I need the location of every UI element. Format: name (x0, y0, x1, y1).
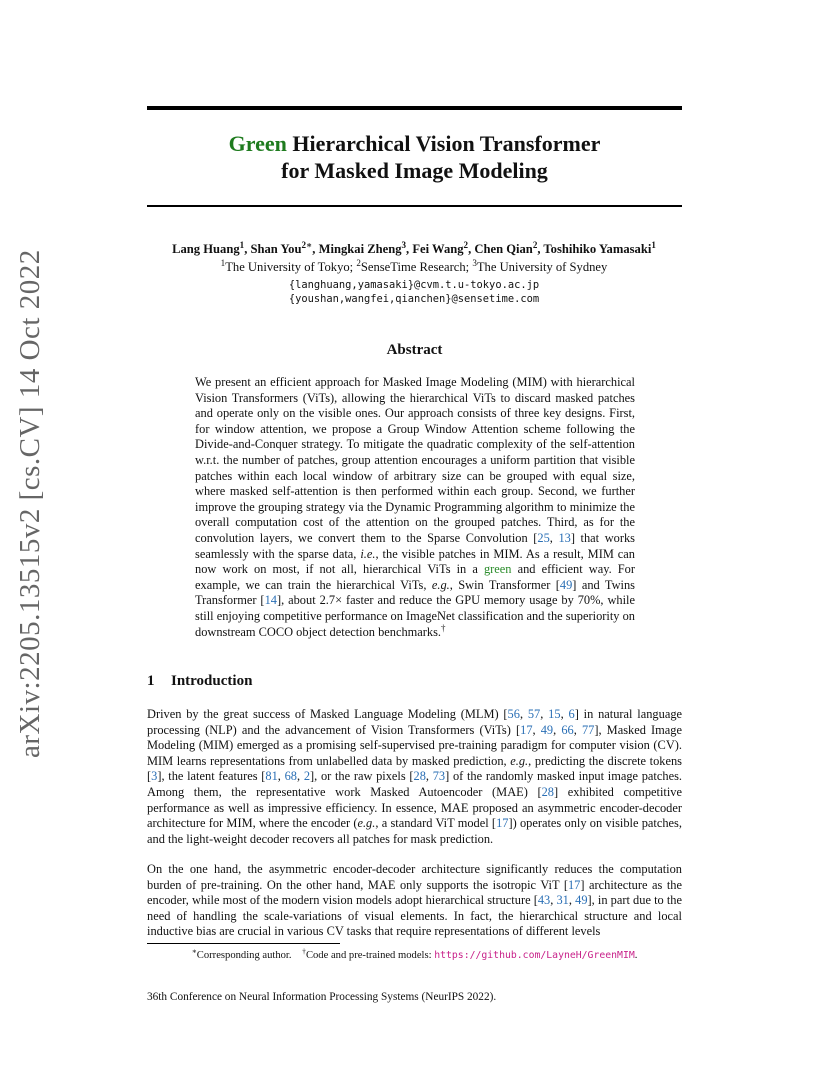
citation-link[interactable]: 28 (413, 769, 426, 784)
email-line-1: {langhuang,yamasaki}@cvm.t.u-tokyo.ac.jp (288, 279, 540, 291)
author-sup: 2 (532, 239, 538, 250)
citation-link[interactable]: 49 (575, 893, 588, 908)
title-green-word: Green (228, 131, 287, 156)
green-highlight: green (483, 562, 512, 577)
affil-sup: 3 (472, 257, 477, 268)
para-text: On the one hand, the asymmetric encoder-decoder architecture significantly reduces the computation burden of pre-training. On the other hand, MAE only supports the isotropic ViT [ (147, 862, 682, 892)
para-text: ] in natural language processing (NLP) and the advancement of Vision Transformers (ViTs) [ (147, 707, 683, 737)
citation-link[interactable]: 49 (559, 577, 573, 592)
para-text: e.g. (357, 816, 376, 831)
affil-name: The University of Tokyo; (225, 260, 357, 274)
para-text: ], Masked Image Modeling (MIM) emerged as a promising self-supervised pre-training paradigm for computer vision (CV). MIM learns representations from unlabelled data by masked prediction, (147, 722, 682, 768)
citation-link[interactable]: 2 (303, 769, 311, 784)
paper-title (147, 130, 682, 184)
section-title: Introduction (171, 673, 253, 689)
citation-link[interactable]: 31 (556, 893, 569, 908)
abstract-text: , Swin Transformer [ (449, 577, 560, 592)
title-line2: for Masked Image Modeling (281, 158, 548, 183)
citation-link[interactable]: 6 (568, 707, 575, 721)
citation-link[interactable]: 77 (581, 722, 595, 737)
code-url-link[interactable]: https://github.com/LayneH/GreenMIM (434, 950, 635, 961)
abstract-text: , (549, 530, 559, 545)
citation-link[interactable]: 73 (432, 769, 446, 784)
abstract-text: , the visible patches in MIM. As a result, MIM can now work on most, if not all, hierarchical ViTs in a (195, 546, 635, 577)
section-number: 1 (147, 673, 155, 689)
abstract-text: ] that works seamlessly with the sparse data, (195, 530, 635, 561)
affil-sup: 2 (356, 257, 361, 268)
dagger-mark: † (441, 622, 446, 633)
para-text: ], or the raw pixels [ (310, 769, 414, 784)
citation-link[interactable]: 13 (558, 530, 571, 545)
abstract-text: i.e. (360, 546, 376, 561)
citation-link[interactable]: 49 (540, 722, 554, 737)
citation-link[interactable]: 14 (264, 593, 277, 608)
footnote-text: Corresponding author. (196, 950, 292, 961)
para-text: , a standard ViT model [ (375, 816, 497, 831)
affiliations (100, 258, 728, 276)
conference-note: 36th Conference on Neural Information Processing Systems (NeurIPS 2022). (147, 991, 497, 1003)
author-sup: 1 (239, 239, 245, 250)
para-text: ] of the randomly masked input image patches. Among them, the representative work Masked Autoencoder (MAE) [ (147, 769, 682, 799)
author-sup: 2∗ (301, 239, 313, 250)
para-text: , predicting the discrete tokens [ (147, 753, 682, 784)
author-name: Toshihiko Yamasaki (543, 242, 652, 256)
author-name: Fei Wang (412, 242, 464, 256)
citation-link[interactable]: 17 (520, 722, 533, 737)
intro-paragraph-2: On the one hand, the asymmetric encoder-decoder architecture significantly reduces the computation burden of pre-training. On the other hand, MAE only supports the isotropic ViT [17] architecture as the encoder, while most of the modern vision models adopt hierarchical structure [43, 31, 49], in part due to the need of handling the scale-variations of visual elements. In fact, the hierarchical structure and local inductive bias are crucial in various CV tasks that require representations of different levels (147, 862, 683, 939)
section-heading (147, 673, 252, 690)
para-text: ], the latent features [ (157, 769, 266, 784)
citation-link[interactable]: 43 (537, 893, 551, 908)
author-name: Mingkai Zheng (318, 242, 402, 256)
para-text: ], in part due to the need of handling the scale-variations of visual elements. In fact, the hierarchical structure and local inductive bias are crucial in various CV tasks that require representations of different levels (147, 893, 683, 939)
para-text: ] exhibited competitive performance as well as impressive efficiency. In essence, MAE proposed an asymmetric encoder-decoder architecture for MIM, where the encoder ( (147, 784, 682, 831)
abstract-text: ], about 2.7× faster and reduce the GPU memory usage by 70%, while still enjoying competitive performance on ImageNet classification and the superiority on downstream COCO object detection benchmarks. (195, 593, 635, 639)
footnote-text: Code and pre-trained models: (305, 950, 435, 961)
abstract-text: ] and Twins Transformer [ (195, 577, 635, 608)
citation-link[interactable]: 81 (265, 769, 278, 784)
footnote-text: . (634, 950, 638, 961)
citation-link[interactable]: 25 (537, 530, 550, 545)
citation-link[interactable]: 17 (567, 877, 581, 892)
abstract-text: e.g. (431, 577, 450, 592)
author-sup: 3 (401, 239, 407, 250)
title-line1: Hierarchical Vision Transformer (286, 131, 601, 156)
bottom-rule (147, 205, 682, 207)
abstract-text: We present an efficient approach for Masked Image Modeling (MIM) with hierarchical Vision Transformers (ViTs), allowing the hierarchical ViTs to discard masked patches and operate only on the visible ones. Our approach consists of three key designs. First, for window attention, we propose a Group Window Attention scheme following the Divide-and-Conquer strategy. To mitigate the quadratic complexity of the self-attention w.r.t. the number of patches, group attention encourages a uniform partition that visible patches within each local window of arbitrary size can be grouped with equal size, where masked self-attention is then performed within each group. Second, we further improve the grouping strategy via the Dynamic Programming algorithm to minimize the overall computation cost of the attention on the grouped patches. Third, as for the convolution layers, we convert them to the Sparse Convolution [ (195, 375, 635, 545)
affil-name: The University of Sydney (476, 260, 608, 274)
para-text: ]) operates only on visible patches, and the light-weight decoder recovers all patches for mask prediction. (147, 816, 682, 846)
arxiv-stamp: arXiv:2205.13515v2 [cs.CV] 14 Oct 2022 (14, 249, 46, 758)
author-list: Lang Huang$^1$, Shan You$^{2∗}$, Mingkai Zheng$^3$, Fei Wang$^2$, Chen Qian$^2$, Toshihiko Yamasaki$^1$ (172, 239, 656, 256)
affil-sup: 1 (220, 257, 226, 268)
author-name: Shan You (250, 242, 302, 256)
abstract-text: and efficient way. For example, we can train the hierarchical ViTs, (195, 562, 635, 592)
citation-link[interactable]: 15 (548, 707, 561, 721)
author-name: Lang Huang (172, 242, 240, 256)
top-rule (147, 106, 682, 110)
footnote-mark: ∗ (191, 946, 197, 956)
email-line-2: {youshan,wangfei,qianchen}@sensetime.com (288, 293, 540, 305)
para-text: e.g. (510, 753, 529, 768)
intro-paragraph-1: Driven by the great success of Masked Language Modeling (MLM) [56, 57, 15, 6] in natural language processing (NLP) and the advancement of Vision Transformers (ViTs) [17, 49, 66, 77], Masked Image Modeling (MIM) emerged as a promising self-supervised pre-training paradigm for computer vision (CV). MIM learns representations from unlabelled data by masked prediction, e.g., predicting the discrete tokens [3], the latent features [81, 68, 2], or the raw pixels [28, 73] of the randomly masked input image patches. Among them, the representative work Masked Autoencoder (MAE) [28] exhibited competitive performance as well as impressive efficiency. In essence, MAE proposed an asymmetric encoder-decoder architecture for MIM, where the encoder (e.g., a standard ViT model [17]) operates only on visible patches, and the light-weight decoder recovers all patches for mask prediction. (147, 707, 683, 846)
para-text: ] architecture as the encoder, while most of the modern vision models adopt hierarchical structure [ (147, 877, 682, 908)
footnote (147, 946, 682, 963)
author-sup: 1 (651, 239, 656, 250)
footnote-mark: † (302, 946, 306, 956)
citation-link[interactable]: 17 (496, 816, 509, 831)
affil-name: SenseTime Research; (360, 260, 473, 274)
citation-link[interactable]: 68 (284, 769, 297, 784)
footnote-rule (147, 943, 340, 944)
citation-link[interactable]: 66 (561, 722, 574, 737)
abstract-heading: Abstract (386, 342, 443, 358)
para-text: Driven by the great success of Masked Language Modeling (MLM) [ (147, 707, 508, 721)
citation-link[interactable]: 3 (151, 769, 158, 784)
author-sup: 2 (463, 239, 469, 250)
abstract-body (195, 375, 635, 640)
citation-link[interactable]: 28 (541, 784, 554, 799)
citation-link[interactable]: 56 (507, 707, 520, 721)
citation-link[interactable]: 57 (527, 707, 541, 721)
author-name: Chen Qian (474, 242, 533, 256)
